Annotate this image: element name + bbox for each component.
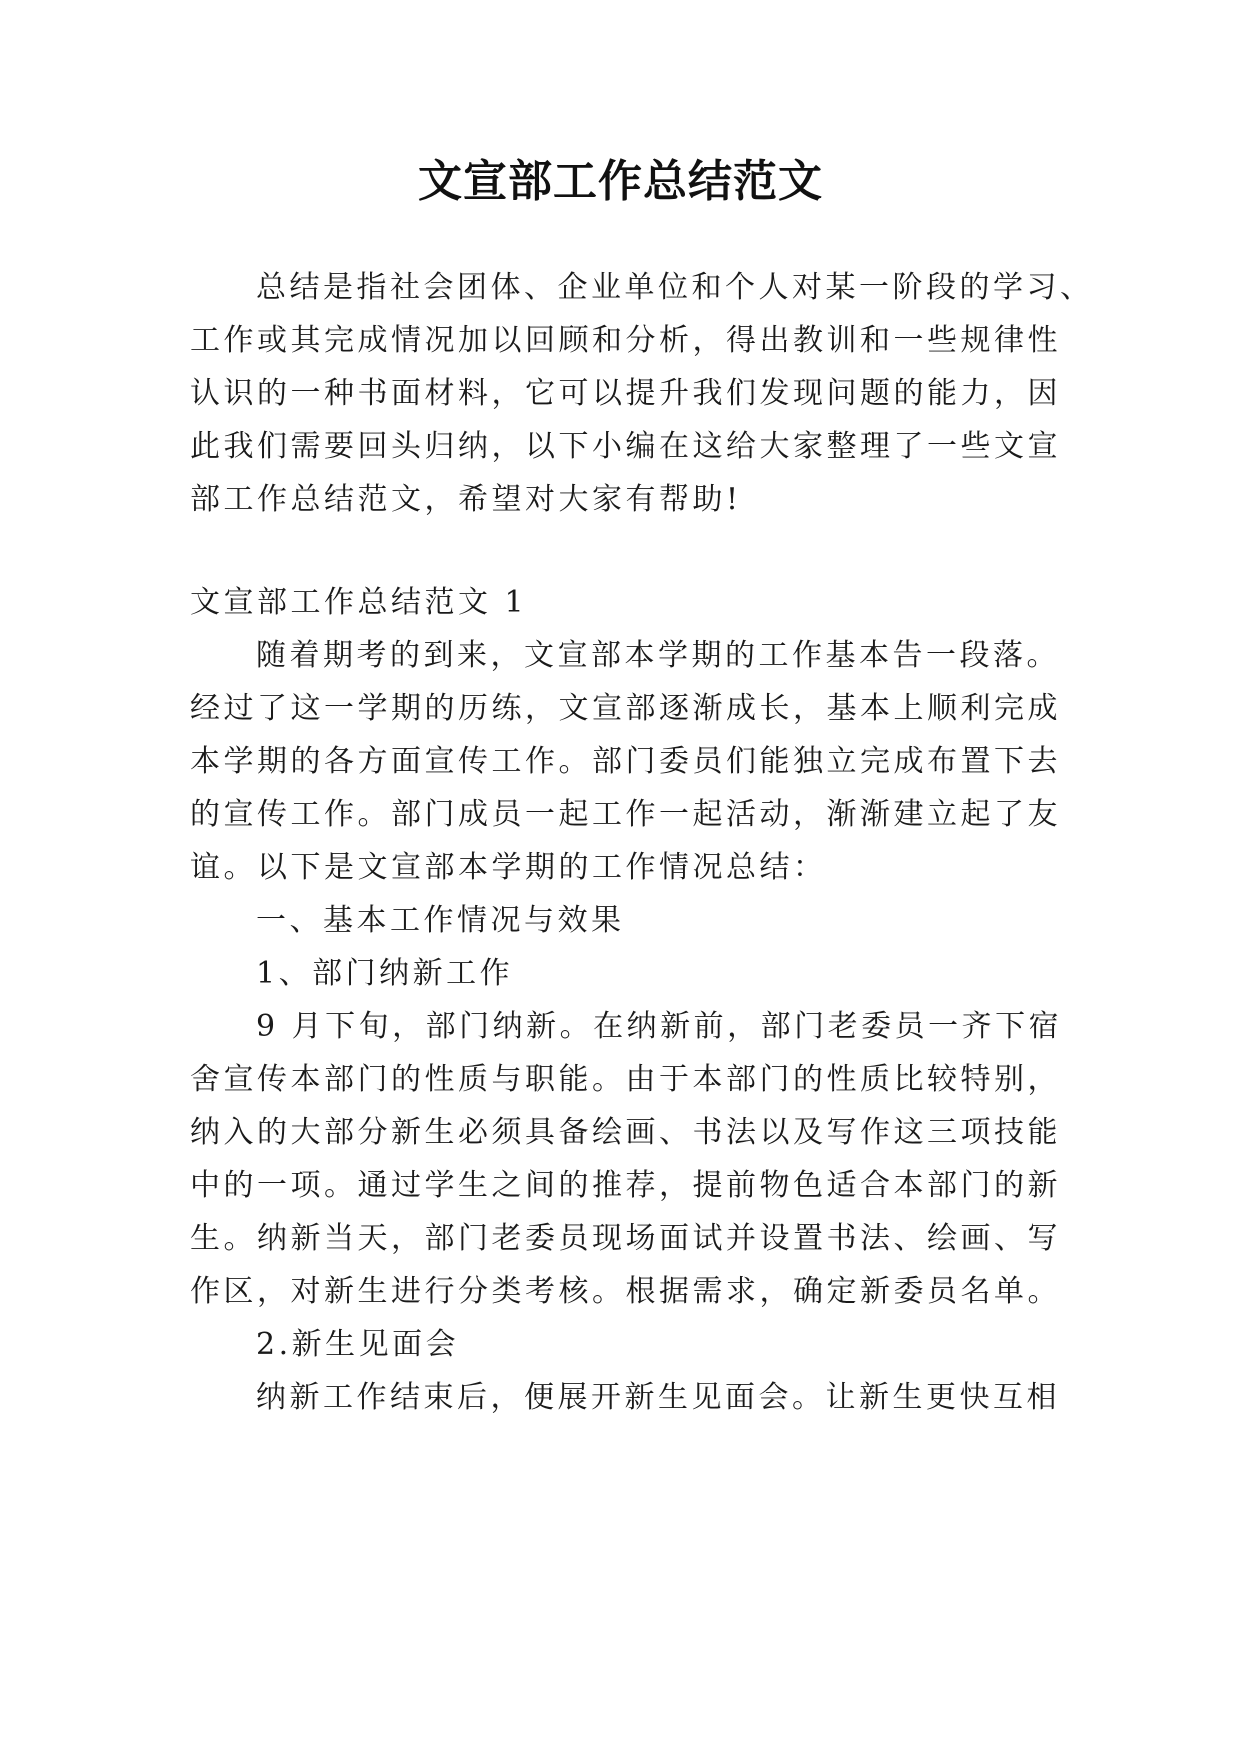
subheading: 2.新生见面会 [256,1327,460,1362]
section-heading: 文宣部工作总结范文 1 [190,585,528,620]
section-line: 9 月下旬，部门纳新。在纳新前，部门老委员一齐下宿 [256,1009,1063,1044]
subheading: 一、基本工作情况与效果 [256,903,625,938]
subheading: 1、部门纳新工作 [256,956,514,991]
section-line: 谊。以下是文宣部本学期的工作情况总结： [190,850,827,885]
section-line: 纳入的大部分新生必须具备绘画、书法以及写作这三项技能 [190,1115,1061,1150]
intro-line: 部工作总结范文，希望对大家有帮助! [190,482,742,517]
section-line: 纳新工作结束后，便展开新生见面会。让新生更快互相 [256,1380,1060,1415]
section-line: 生。纳新当天，部门老委员现场面试并设置书法、绘画、写 [190,1221,1061,1256]
section-line: 舍宣传本部门的性质与职能。由于本部门的性质比较特别， [190,1062,1061,1097]
section-line: 中的一项。通过学生之间的推荐，提前物色适合本部门的新 [190,1168,1061,1203]
intro-line: 工作或其完成情况加以回顾和分析，得出教训和一些规律性 [190,323,1061,358]
section-line: 的宣传工作。部门成员一起工作一起活动，渐渐建立起了友 [190,797,1061,832]
intro-line: 认识的一种书面材料，它可以提升我们发现问题的能力，因 [190,376,1061,411]
intro-line: 此我们需要回头归纳，以下小编在这给大家整理了一些文宣 [190,429,1061,464]
section-line: 经过了这一学期的历练，文宣部逐渐成长，基本上顺利完成 [190,691,1061,726]
section-line: 作区，对新生进行分类考核。根据需求，确定新委员名单。 [190,1274,1061,1309]
intro-line: 总结是指社会团体、企业单位和个人对某一阶段的学习、 [256,270,1094,305]
document-title: 文宣部工作总结范文 [418,156,823,207]
section-line: 本学期的各方面宣传工作。部门委员们能独立完成布置下去 [190,744,1061,779]
section-line: 随着期考的到来，文宣部本学期的工作基本告一段落。 [256,638,1060,673]
